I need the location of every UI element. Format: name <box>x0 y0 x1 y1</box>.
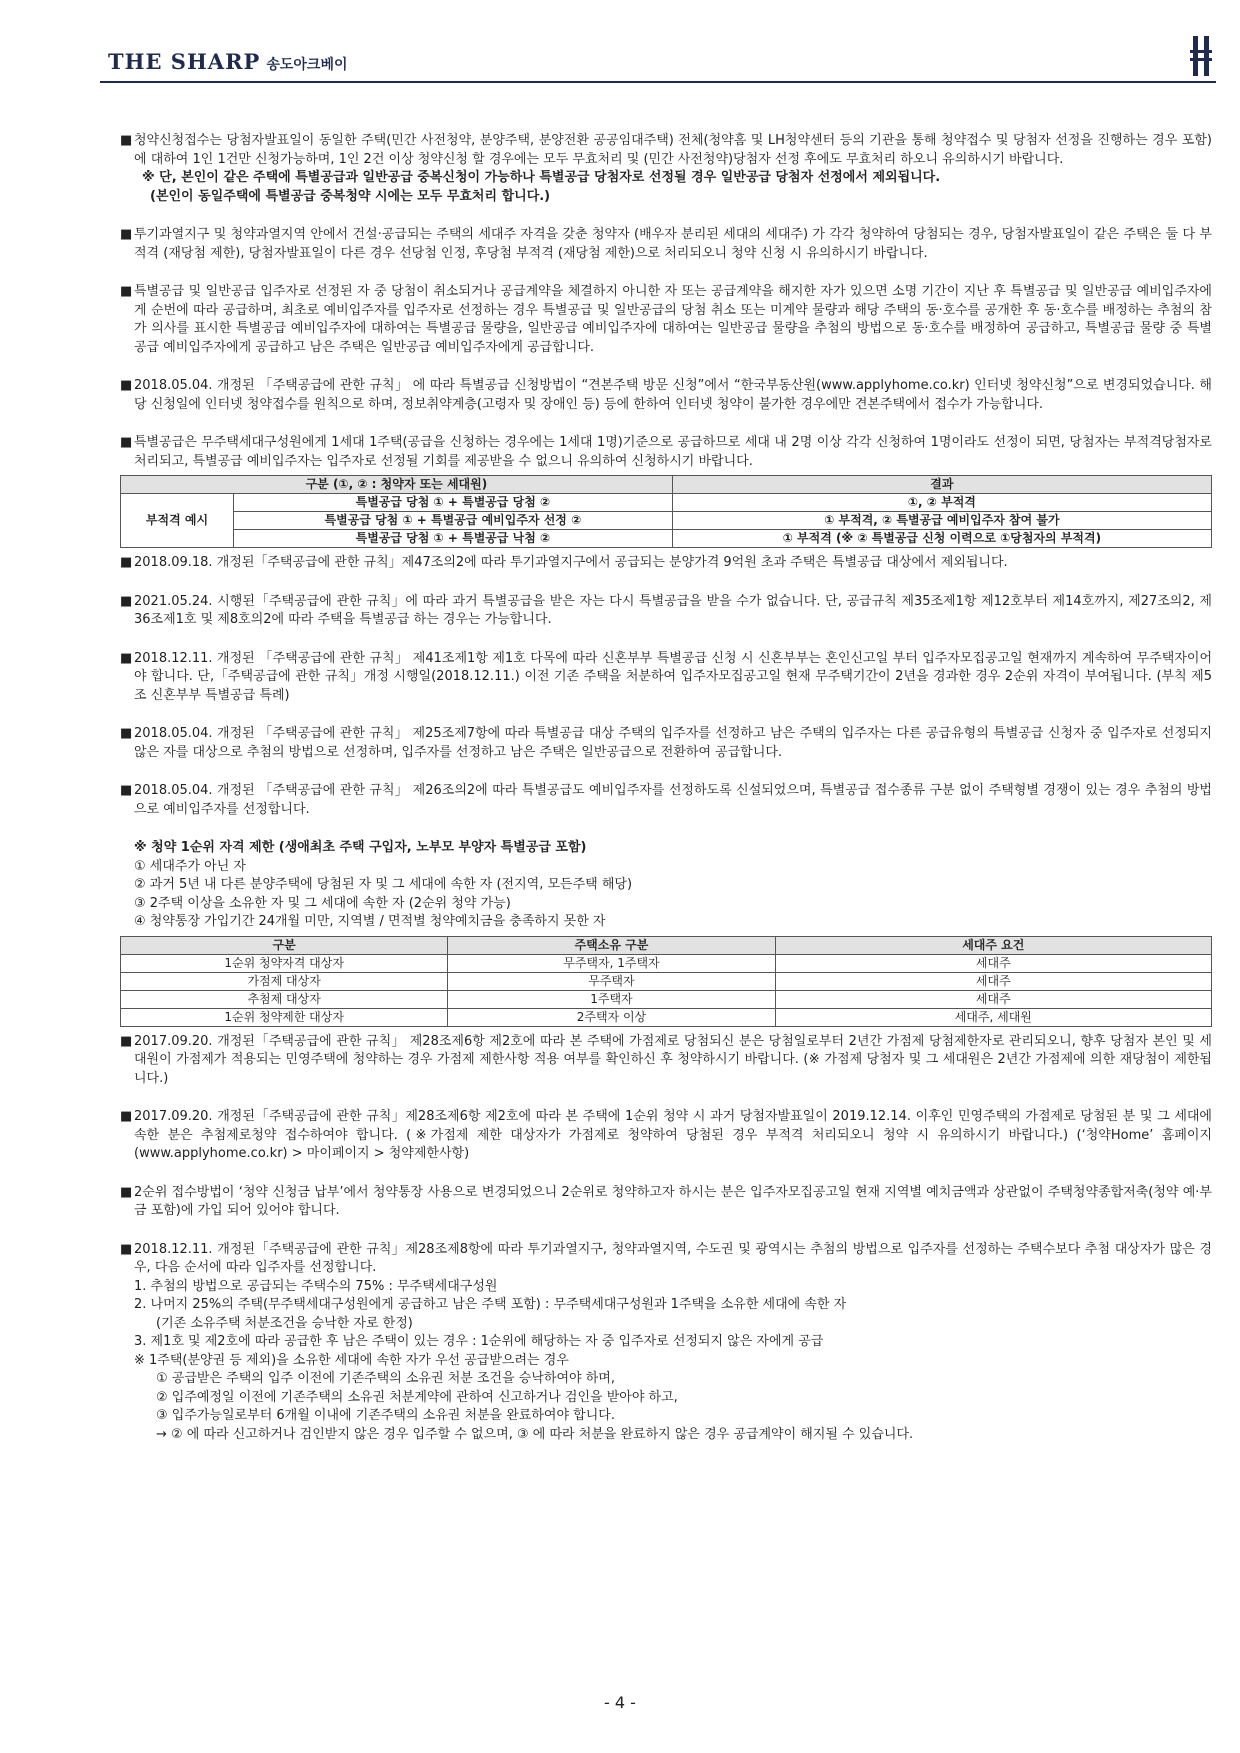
list-item: → ② 에 따라 신고하거나 검인받지 않은 경우 입주할 수 없으며, ③ 에 따라 처분을 완료하지 않은 경우 공급계약이 해지될 수 있습니다. <box>156 1426 914 1442</box>
list-item: ※ 1주택(분양권 등 제외)을 소유한 세대에 속한 자가 우선 공급받으려는 경우 <box>134 1352 569 1368</box>
bullet-square: ■ <box>120 783 133 798</box>
table-cell: 특별공급 당첨 ① + 특별공급 예비입주자 선정 ② <box>234 512 673 530</box>
table-cell: 세대주 <box>775 990 1211 1008</box>
table-cell: 1순위 청약자격 대상자 <box>121 954 448 972</box>
bullet-square: ■ <box>120 1184 133 1200</box>
table-row-label: 부적격 예시 <box>121 494 234 548</box>
section-14-text: 2018.12.11. 개정된「주택공급에 관한 규칙」제28조제8항에 따라 투기과열지구, 청약과열지역, 수도권 및 광역시는 추첨의 방법으로 입주자를 선정하는 주택수보다 추첨 대상자가 많은 경우, 다음 순서에 따라 입주자를 선정합니다. <box>134 1241 1212 1275</box>
section-6 <box>120 554 1212 573</box>
bullet-square: ■ <box>120 1109 133 1124</box>
restriction-item: ① 세대주가 아닌 자 <box>134 858 246 874</box>
section-2 <box>120 226 1212 263</box>
restriction-title: ※ 청약 1순위 자격 제한 (생애최초 주택 구입자, 노부모 부양자 특별공급 포함) <box>134 840 587 855</box>
section-1-note-2: (본인이 동일주택에 특별공급 중복청약 시에는 모두 무효처리 합니다.) <box>150 188 551 204</box>
table-cell: 특별공급 당첨 ① + 특별공급 낙첨 ② <box>234 530 673 548</box>
list-item: (기존 소유주택 처분조건을 승낙한 자로 한정) <box>156 1315 413 1331</box>
section-11-text: 2017.09.20. 개정된「주택공급에 관한 규칙」 제28조제6항 제2호에 따라 본 주택에 가점제로 당첨되신 분은 당첨일로부터 2년간 가점제 당첨제한자로 관리되오니, 향후 당첨자 본인 및 세대원이 가점제가 적용되는 민영주택에 청약하는 경우 가점제 제한사항 적용 여부를 확인하신 후 청약하시기 바랍니다. (※ 가점제 당첨자 및 그 세대원은 2년간 가점제에 의한 재당첨이 제한됩니다.) <box>134 1033 1212 1086</box>
table-cell: 세대주 <box>775 972 1211 990</box>
header-divider <box>100 81 1216 83</box>
table-cell: 가점제 대상자 <box>121 972 448 990</box>
list-item: 3. 제1호 및 제2호에 따라 공급한 후 남은 주택이 있는 경우 : 1순위에 해당하는 자 중 입주자로 선정되지 않은 자에게 공급 <box>134 1334 824 1349</box>
bullet-square: ■ <box>120 650 133 666</box>
document-body <box>120 132 1212 1464</box>
table-cell: 추첨제 대상자 <box>121 990 448 1008</box>
list-item: ② 입주예정일 이전에 기존주택의 소유권 처분계약에 관하여 신고하거나 검인을 받아야 하고, <box>156 1389 678 1405</box>
section-8-text: 2018.12.11. 개정된 「주택공급에 관한 규칙」 제41조제1항 제1호 다목에 따라 신혼부부 특별공급 신청 시 신혼부부는 혼인신고일 부터 입주자모집공고일 현재까지 계속하여 무주택자이어야 합니다. 단,「주택공급에 관한 규칙」개정 시행일(2018.12.11.) 이전 기존 주택을 처분하여 입주자모집공고일 현재 무주택기간이 2년을 경과한 경우 2순위 자격이 부여됩니다. (부칙 제5조 신혼부부 특별공급 특례) <box>134 650 1212 703</box>
eligibility-table <box>120 936 1212 1027</box>
table-row <box>121 972 1212 990</box>
restriction-item: ③ 2주택 이상을 소유한 자 및 그 세대에 속한 자 (2순위 청약 가능) <box>134 895 511 911</box>
selection-order-list <box>120 1278 1212 1445</box>
restriction-item: ② 과거 5년 내 다른 분양주택에 당첨된 자 및 그 세대에 속한 자 (전지역, 모든주택 해당) <box>134 877 633 892</box>
table-row <box>121 990 1212 1008</box>
section-9 <box>120 725 1212 762</box>
section-3 <box>120 283 1212 357</box>
section-8 <box>120 650 1212 706</box>
section-4 <box>120 377 1212 414</box>
section-5-text: 특별공급은 무주택세대구성원에게 1세대 1주택(공급을 신청하는 경우에는 1세대 1명)기준으로 공급하므로 세대 내 2명 이상 각각 신청하여 1명이라도 선정이 되면, 당첨자는 부적격당첨자로 처리되고, 특별공급 예비입주자는 입주자로 선정될 기회를 제공받을 수 없으니 유의하여 신청하시기 바랍니다. <box>134 435 1212 469</box>
table-header: 주택소유 구분 <box>448 936 775 954</box>
section-12 <box>120 1108 1212 1164</box>
table-header: 결과 <box>672 476 1211 494</box>
section-4-text: 2018.05.04. 개정된 「주택공급에 관한 규칙」 에 따라 특별공급 신청방법이 “견본주택 방문 신청”에서 “한국부동산원(www.applyhome.co.kr) 인터넷 청약신청”으로 변경되었습니다. 해당 신청일에 인터넷 청약접수를 원칙으로 하며, 정보취약계층(고령자 및 장애인 등) 등에 한하여 인터넷 청약이 불가한 경우에만 견본주택에서 접수가 가능합니다. <box>134 378 1212 412</box>
section-11 <box>120 1033 1212 1089</box>
table-cell: 세대주 <box>775 954 1211 972</box>
section-5 <box>120 434 1212 471</box>
the-sharp-emblem-icon <box>1188 36 1214 76</box>
table-row <box>121 1008 1212 1026</box>
table-cell: ① 부적격 (※ ② 특별공급 신청 이력으로 ①당첨자의 부적격) <box>672 530 1211 548</box>
table-cell: 2주택자 이상 <box>448 1008 775 1026</box>
table-cell: 1순위 청약제한 대상자 <box>121 1008 448 1026</box>
section-14 <box>120 1241 1212 1445</box>
table-cell: ① 부적격, ② 특별공급 예비입주자 참여 불가 <box>672 512 1211 530</box>
table-cell: ①, ② 부적격 <box>672 494 1211 512</box>
table-cell: 특별공급 당첨 ① + 특별공급 당첨 ② <box>234 494 673 512</box>
bullet-square: ■ <box>120 555 133 570</box>
bullet-square: ■ <box>120 133 133 148</box>
brand-logo-text <box>108 49 348 74</box>
section-2-text: 투기과열지구 및 청약과열지역 안에서 건설·공급되는 주택의 세대주 자격을 갖춘 청약자 (배우자 분리된 세대의 세대주) 가 각각 청약하여 당첨되는 경우, 당첨자발표일이 같은 주택은 둘 다 부적격 (재당첨 제한), 당첨자발표일이 다른 경우 선당첨 인정, 후당첨 부적격 (재당첨 제한)으로 처리되오니 청약 신청 시 유의하시기 바랍니다. <box>134 227 1212 261</box>
bullet-square: ■ <box>120 378 133 393</box>
section-10-text: 2018.05.04. 개정된 「주택공급에 관한 규칙」 제26조의2에 따라 특별공급도 예비입주자를 선정하도록 신설되었으며, 특별공급 접수종류 구분 없이 주택형별 경쟁이 있는 경우 추첨의 방법으로 예비입주자를 선정합니다. <box>134 783 1212 817</box>
bullet-square: ■ <box>120 435 133 450</box>
restriction-block <box>120 839 1212 932</box>
table-header: 세대주 요건 <box>775 936 1211 954</box>
table-cell: 1주택자 <box>448 990 775 1008</box>
brand-name: THE SHARP <box>108 49 261 74</box>
bullet-square: ■ <box>120 593 133 609</box>
section-1-note: ※ 단, 본인이 같은 주택에 특별공급과 일반공급 중복신청이 가능하나 특별공급 당첨자로 선정될 경우 일반공급 당첨자 선정에서 제외됩니다. <box>142 170 941 185</box>
page-header <box>0 0 1240 90</box>
brand-subtitle: 송도아크베이 <box>266 57 348 73</box>
table-header: 구분 (①, ② : 청약자 또는 세대원) <box>121 476 673 494</box>
section-6-text: 2018.09.18. 개정된「주택공급에 관한 규칙」제47조의2에 따라 투기과열지구에서 공급되는 분양가격 9억원 초과 주택은 특별공급 대상에서 제외됩니다. <box>134 555 1008 570</box>
section-3-text: 특별공급 및 일반공급 입주자로 선정된 자 중 당첨이 취소되거나 공급계약을 체결하지 아니한 자 또는 공급계약을 해지한 자가 있으면 소명 기간이 지난 후 특별공급 및 일반공급 예비입주자에게 순번에 따라 공급하며, 최초로 예비입주자를 입주자로 선정하는 경우 특별공급 및 일반공급의 당첨 취소 또는 미계약 물량과 해당 주택의 동·호수를 공개한 후 동·호수를 배정하는 추첨의 참가 의사를 표시한 특별공급 예비입주자에 대하여는 특별공급 물량을, 일반공급 예비입주자에 대하여는 일반공급 물량을 추첨의 방법으로 동·호수를 배정하여 공급하고, 특별공급 물량 중 특별공급 예비입주자에게 공급하고 남은 주택은 일반공급 예비입주자에게 공급합니다. <box>134 284 1212 355</box>
page-number: - 4 - <box>604 1693 636 1712</box>
table-cell: 세대주, 세대원 <box>775 1008 1211 1026</box>
list-item: ③ 입주가능일로부터 6개월 이내에 기존주택의 소유권 처분을 완료하여야 합니다. <box>156 1408 615 1423</box>
ineligible-example-table <box>120 475 1212 548</box>
table-cell: 무주택자 <box>448 972 775 990</box>
table-row <box>121 954 1212 972</box>
list-item: 1. 추첨의 방법으로 공급되는 주택수의 75% : 무주택세대구성원 <box>134 1278 498 1294</box>
bullet-square: ■ <box>120 726 133 741</box>
section-7 <box>120 593 1212 630</box>
section-13 <box>120 1184 1212 1221</box>
restriction-item: ④ 청약통장 가입기간 24개월 미만, 지역별 / 면적별 청약예치금을 충족하지 못한 자 <box>134 914 606 929</box>
section-9-text: 2018.05.04. 개정된 「주택공급에 관한 규칙」 제25조제7항에 따라 특별공급 대상 주택의 입주자를 선정하고 남은 주택의 입주자는 다른 공급유형의 특별공급 신청자 중 입주자로 선정되지 않은 자를 대상으로 추첨의 방법으로 선정하며, 입주자를 선정하고 남은 주택은 일반공급으로 전환하여 공급합니다. <box>134 726 1212 760</box>
list-item: 2. 나머지 25%의 주택(무주택세대구성원에게 공급하고 남은 주택 포함) : 무주택세대구성원과 1주택을 소유한 세대에 속한 자 <box>134 1297 847 1312</box>
list-item: ① 공급받은 주택의 입주 이전에 기존주택의 소유권 처분 조건을 승낙하여야 하며, <box>156 1371 615 1386</box>
section-7-text: 2021.05.24. 시행된「주택공급에 관한 규칙」에 따라 과거 특별공급을 받은 자는 다시 특별공급을 받을 수가 없습니다. 단, 공급규칙 제35조제1항 제12호부터 제14호까지, 제27조의2, 제36조제1호 및 제8호의2에 따라 주택을 특별공급 하는 경우는 가능합니다. <box>134 593 1212 627</box>
table-cell: 무주택자, 1주택자 <box>448 954 775 972</box>
section-10 <box>120 782 1212 819</box>
section-13-text: 2순위 접수방법이 ‘청약 신청금 납부’에서 청약통장 사용으로 변경되었으니 2순위로 청약하고자 하시는 분은 입주자모집공고일 현재 지역별 예치금액과 상관없이 주택청약종합저축(청약 예·부금 포함)에 가입 되어 있어야 합니다. <box>134 1184 1212 1218</box>
bullet-square: ■ <box>120 284 133 299</box>
bullet-square: ■ <box>120 1033 133 1049</box>
bullet-square: ■ <box>120 227 133 242</box>
section-1-text: 청약신청접수는 당첨자발표일이 동일한 주택(민간 사전청약, 분양주택, 분양전환 공공임대주택) 전체(청약홈 및 LH청약센터 등의 기관을 통해 청약접수 및 당첨자 선정을 진행하는 경우 포함)에 대하여 1인 1건만 신청가능하며, 1인 2건 이상 청약신청 할 경우에는 모두 무효처리 및 (민간 사전청약)당첨자 선정 후에도 무효처리 하오니 유의하시기 바랍니다. <box>134 133 1212 167</box>
section-1 <box>120 132 1212 206</box>
bullet-square: ■ <box>120 1241 133 1257</box>
section-12-text: 2017.09.20. 개정된「주택공급에 관한 규칙」제28조제6항 제2호에 따라 본 주택에 1순위 청약 시 과거 당첨자발표일이 2019.12.14. 이후인 민영주택의 가점제로 당첨된 분 및 그 세대에 속한 분은 추첨제로청약 접수하여야 합니다. (※가점제 제한 대상자가 가점제로 청약하여 당첨된 경우 부적격 처리되오니 청약 시 유의하시기 바랍니다.) (‘청약Home’ 홈페이지 (www.applyhome.co.kr) > 마이페이지 > 청약제한사항) <box>134 1109 1212 1161</box>
table-header: 구분 <box>121 936 448 954</box>
